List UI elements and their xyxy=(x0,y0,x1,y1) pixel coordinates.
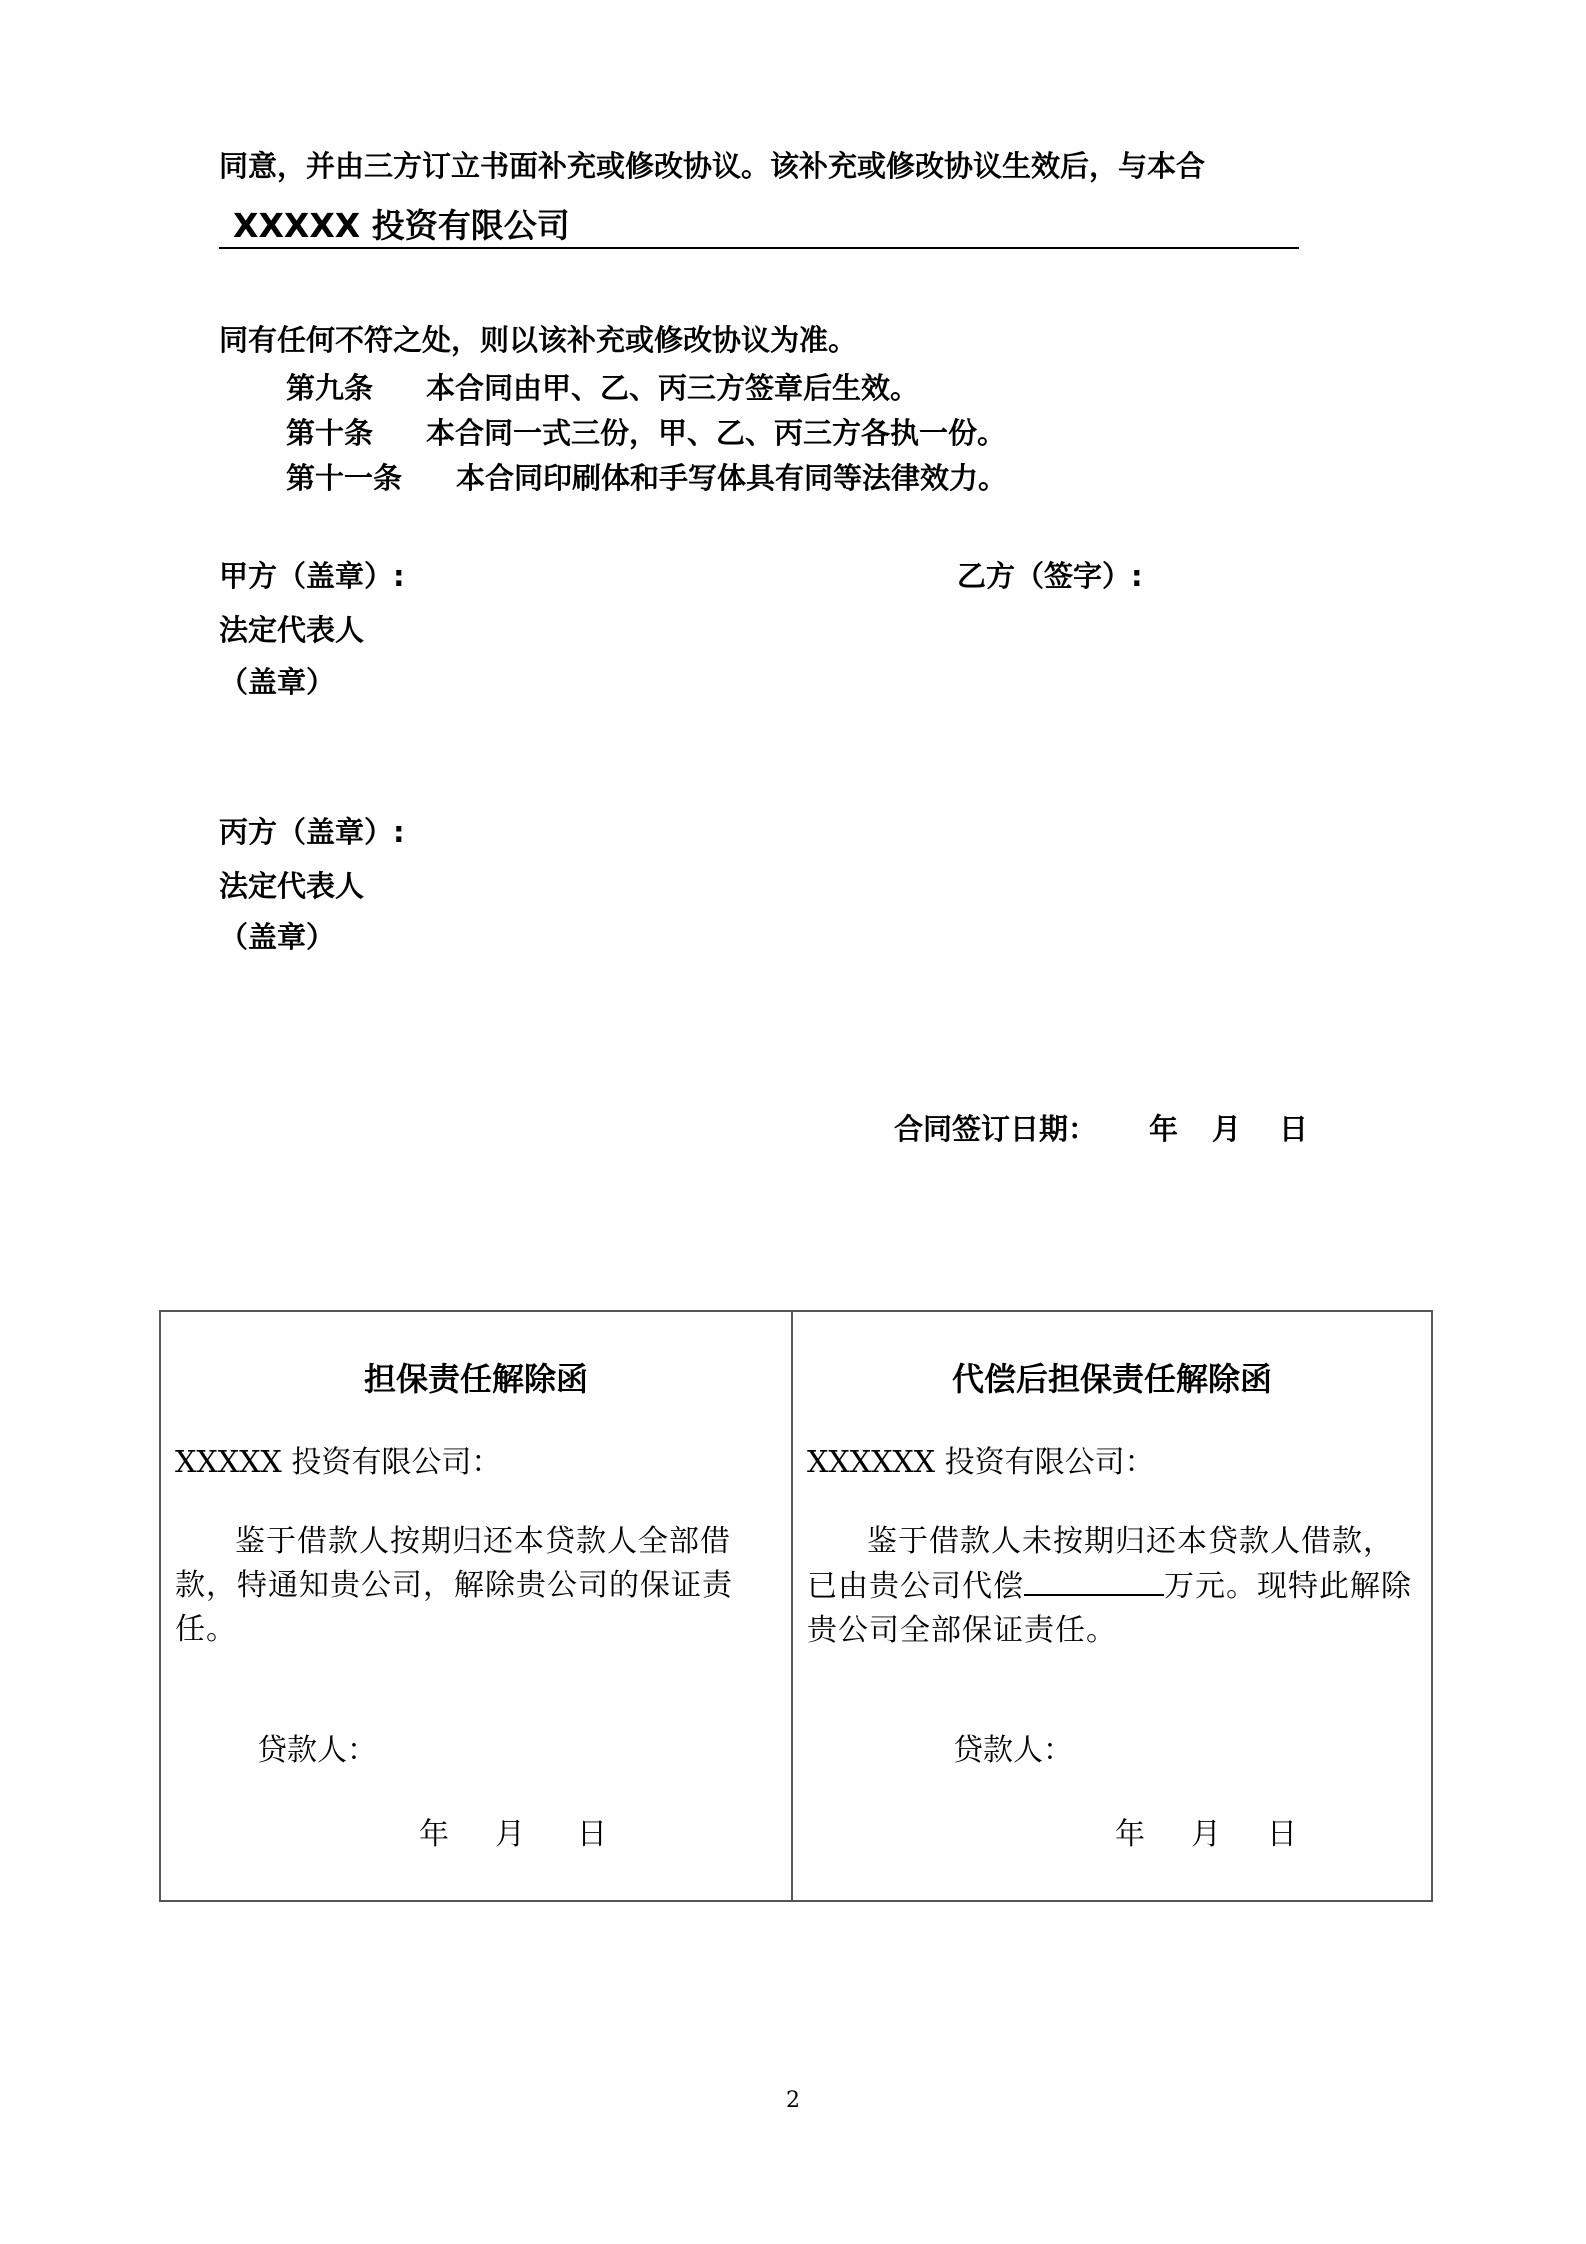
company-header: XXXXX 投资有限公司 xyxy=(233,206,570,245)
party-b-label: 乙方（签字）: xyxy=(957,559,1143,593)
date-year: 年 xyxy=(1149,1112,1179,1146)
date-day: 日 xyxy=(1279,1112,1309,1146)
letter-date xyxy=(1115,1809,1297,1853)
article-11-number: 第十一条 xyxy=(286,461,403,495)
date-month: 月 xyxy=(495,1817,525,1852)
date-month: 月 xyxy=(1191,1817,1221,1852)
letter-body: 鉴于借款人按期归还本贷款人全部借款，特通知贵公司，解除贵公司的保证责任。 xyxy=(175,1524,733,1647)
paragraph-line: 同有任何不符之处，则以该补充或修改协议为准。 xyxy=(219,323,858,357)
letter-title: 代偿后担保责任解除函 xyxy=(951,1360,1272,1398)
seal-label: （盖章） xyxy=(219,665,336,699)
letter-date xyxy=(419,1809,607,1853)
article-10-number: 第十条 xyxy=(286,416,374,450)
legal-rep-label: 法定代表人 xyxy=(219,613,365,647)
amount-blank xyxy=(1024,1564,1164,1596)
date-month: 月 xyxy=(1212,1112,1242,1146)
article-9-number: 第九条 xyxy=(286,371,374,405)
date-year: 年 xyxy=(1115,1817,1145,1852)
seal-label: （盖章） xyxy=(219,920,336,954)
article-10-text: 本合同一式三份，甲、乙、丙三方各执一份。 xyxy=(426,416,1007,450)
letter-body-end: 万元。现特此解除贵公司全部保证责任。 xyxy=(807,1569,1412,1648)
party-a-label: 甲方（盖章）: xyxy=(219,559,405,593)
date-day: 日 xyxy=(577,1817,607,1852)
compensation-release-letter xyxy=(793,1312,1431,1900)
date-day: 日 xyxy=(1267,1817,1297,1852)
letter-title: 担保责任解除函 xyxy=(363,1360,588,1398)
guarantee-release-letter xyxy=(161,1312,791,1900)
party-c-label: 丙方（盖章）: xyxy=(219,815,405,849)
header-rule xyxy=(219,247,1299,249)
article-9-text: 本合同由甲、乙、丙三方签章后生效。 xyxy=(426,371,920,405)
contract-date-label: 合同签订日期： xyxy=(894,1112,1098,1146)
page-number: 2 xyxy=(786,2088,800,2113)
letter-body-start: 鉴于借款人未按期归还本贷款人借款，已由贵公司代偿 xyxy=(807,1524,1394,1604)
letter-addressee: XXXXX 投资有限公司： xyxy=(175,1445,502,1480)
article-11-text: 本合同印刷体和手写体具有同等法律效力。 xyxy=(456,461,1008,495)
letter-body xyxy=(807,1520,1419,1653)
date-year: 年 xyxy=(419,1817,449,1852)
paragraph-line: 同意，并由三方订立书面补充或修改协议。该补充或修改协议生效后，与本合 xyxy=(219,149,1206,183)
legal-rep-label: 法定代表人 xyxy=(219,869,365,903)
letter-addressee: XXXXXX 投资有限公司： xyxy=(807,1445,1155,1480)
lender-label: 贷款人： xyxy=(257,1733,377,1768)
lender-label: 贷款人： xyxy=(953,1733,1073,1768)
release-letters-table xyxy=(159,1310,1433,1902)
